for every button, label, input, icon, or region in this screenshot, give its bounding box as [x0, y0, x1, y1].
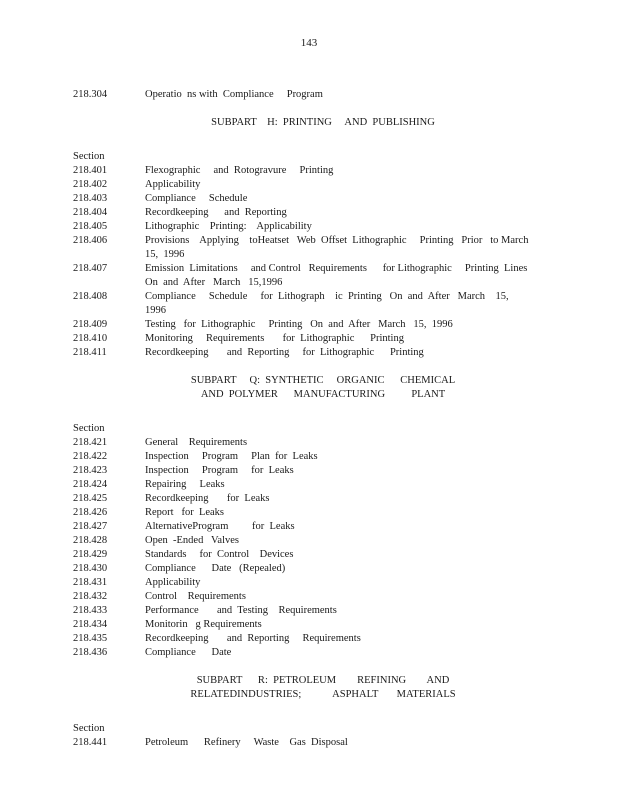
toc-entry: [73, 632, 533, 646]
section-title: Petroleum Refinery Waste Gas Disposal: [145, 737, 348, 748]
section-number: 218.403: [73, 193, 108, 204]
section-title: Provisions Applying toHeatset Web Offset Lithographic Printing Prior to March 15, 1996: [145, 235, 529, 260]
toc-entry: [73, 562, 533, 576]
section-title: Standards for Control Devices: [145, 549, 294, 560]
section-title: Emission Limitations and Control Requirements for Lithographic Printing Lines On and After March 15,1996: [145, 263, 528, 288]
toc-entry: [73, 478, 533, 492]
section-title: Control Requirements: [145, 591, 246, 602]
section-title: Compliance Date (Repealed): [145, 563, 286, 574]
toc-entry: [73, 576, 533, 590]
toc-entry: [73, 646, 533, 660]
toc-entry: [73, 290, 533, 318]
section-number: 218.421: [73, 437, 108, 448]
subpart-r-list: [73, 736, 533, 750]
section-title: Applicability: [145, 577, 201, 588]
section-title: Monitorin g Requirements: [145, 619, 262, 630]
section-title: Testing for Lithographic Printing On and After March 15, 1996: [145, 319, 453, 330]
toc-entry: [73, 220, 533, 234]
section-number: 218.431: [73, 577, 108, 588]
section-title: Lithographic Printing: Applicability: [145, 221, 312, 232]
section-title: Performance and Testing Requirements: [145, 605, 337, 616]
section-title: Applicability: [145, 179, 201, 190]
section-number: 218.430: [73, 563, 108, 574]
section-number: 218.402: [73, 179, 108, 190]
section-title: Compliance Schedule for Lithograph ic Printing On and After March 15, 1996: [145, 291, 514, 316]
toc-entry: [73, 736, 533, 750]
subpart-heading: SUBPART R: PETROLEUM REFINING AND: [196, 675, 450, 686]
subpart-h-list: [73, 164, 533, 360]
section-number: 218.441: [73, 737, 108, 748]
section-title: Inspection Program for Leaks: [145, 465, 294, 476]
section-label: Section: [73, 151, 105, 162]
section-title: General Requirements: [145, 437, 248, 448]
section-number: 218.411: [73, 347, 107, 358]
section-title: Report for Leaks: [145, 507, 225, 518]
subpart-heading: AND POLYMER MANUFACTURING PLANT: [200, 389, 446, 400]
toc-entry: [73, 192, 533, 206]
section-title: Recordkeeping for Leaks: [145, 493, 270, 504]
subpart-heading: SUBPART Q: SYNTHETIC ORGANIC CHEMICAL: [190, 375, 456, 386]
section-number: 218.425: [73, 493, 108, 504]
subpart-heading: SUBPART H: PRINTING AND PUBLISHING: [211, 117, 435, 128]
toc-entry: [73, 178, 533, 192]
toc-entry: [73, 332, 533, 346]
section-number: 218.427: [73, 521, 108, 532]
section-number: 218.429: [73, 549, 108, 560]
section-number: 218.409: [73, 319, 108, 330]
section-number: 218.424: [73, 479, 108, 490]
section-title: Compliance Schedule: [145, 193, 248, 204]
section-number: 218.434: [73, 619, 108, 630]
section-label: Section: [73, 423, 105, 434]
section-number: 218.410: [73, 333, 108, 344]
section-number: 218.401: [73, 165, 108, 176]
section-title: Operatio ns with Compliance Program: [145, 89, 323, 100]
toc-entry: [73, 604, 533, 618]
section-number: 218.432: [73, 591, 108, 602]
toc-entry: [73, 234, 533, 262]
section-number: 218.407: [73, 263, 108, 274]
section-number: 218.433: [73, 605, 108, 616]
section-title: Repairing Leaks: [145, 479, 225, 490]
section-title: AlternativeProgram for Leaks: [145, 521, 295, 532]
section-number: 218.304: [73, 89, 108, 100]
page-number: 143: [300, 37, 318, 49]
section-number: 218.405: [73, 221, 108, 232]
toc-entry: [73, 88, 533, 102]
toc-entry: [73, 206, 533, 220]
toc-entry: [73, 262, 533, 290]
toc-entry: [73, 534, 533, 548]
section-number: 218.435: [73, 633, 108, 644]
subpart-q-list: [73, 436, 533, 660]
toc-entry: [73, 520, 533, 534]
section-title: Recordkeeping and Reporting Requirements: [145, 633, 361, 644]
section-label: Section: [73, 723, 105, 734]
subpart-heading: RELATEDINDUSTRIES; ASPHALT MATERIALS: [190, 689, 456, 700]
toc-entry: [73, 492, 533, 506]
section-number: 218.404: [73, 207, 108, 218]
section-number: 218.428: [73, 535, 108, 546]
toc-entry: [73, 590, 533, 604]
section-title: Inspection Program Plan for Leaks: [145, 451, 318, 462]
toc-entry: [73, 164, 533, 178]
section-title: Flexographic and Rotogravure Printing: [145, 165, 334, 176]
section-number: 218.422: [73, 451, 108, 462]
section-title: Compliance Date: [145, 647, 232, 658]
toc-entry: [73, 464, 533, 478]
section-title: Recordkeeping and Reporting: [145, 207, 287, 218]
toc-entry: [73, 346, 533, 360]
section-number: 218.406: [73, 235, 108, 246]
section-title: Monitoring Requirements for Lithographic Printing: [145, 333, 404, 344]
table-of-contents: [73, 88, 533, 750]
toc-entry: [73, 548, 533, 562]
toc-entry: [73, 436, 533, 450]
section-number: 218.408: [73, 291, 108, 302]
section-title: Open -Ended Valves: [145, 535, 239, 546]
toc-entry: [73, 318, 533, 332]
toc-entry: [73, 506, 533, 520]
toc-entry: [73, 450, 533, 464]
section-number: 218.423: [73, 465, 108, 476]
section-title: Recordkeeping and Reporting for Lithographic Printing: [145, 347, 424, 358]
section-number: 218.426: [73, 507, 108, 518]
section-number: 218.436: [73, 647, 108, 658]
toc-entry: [73, 618, 533, 632]
